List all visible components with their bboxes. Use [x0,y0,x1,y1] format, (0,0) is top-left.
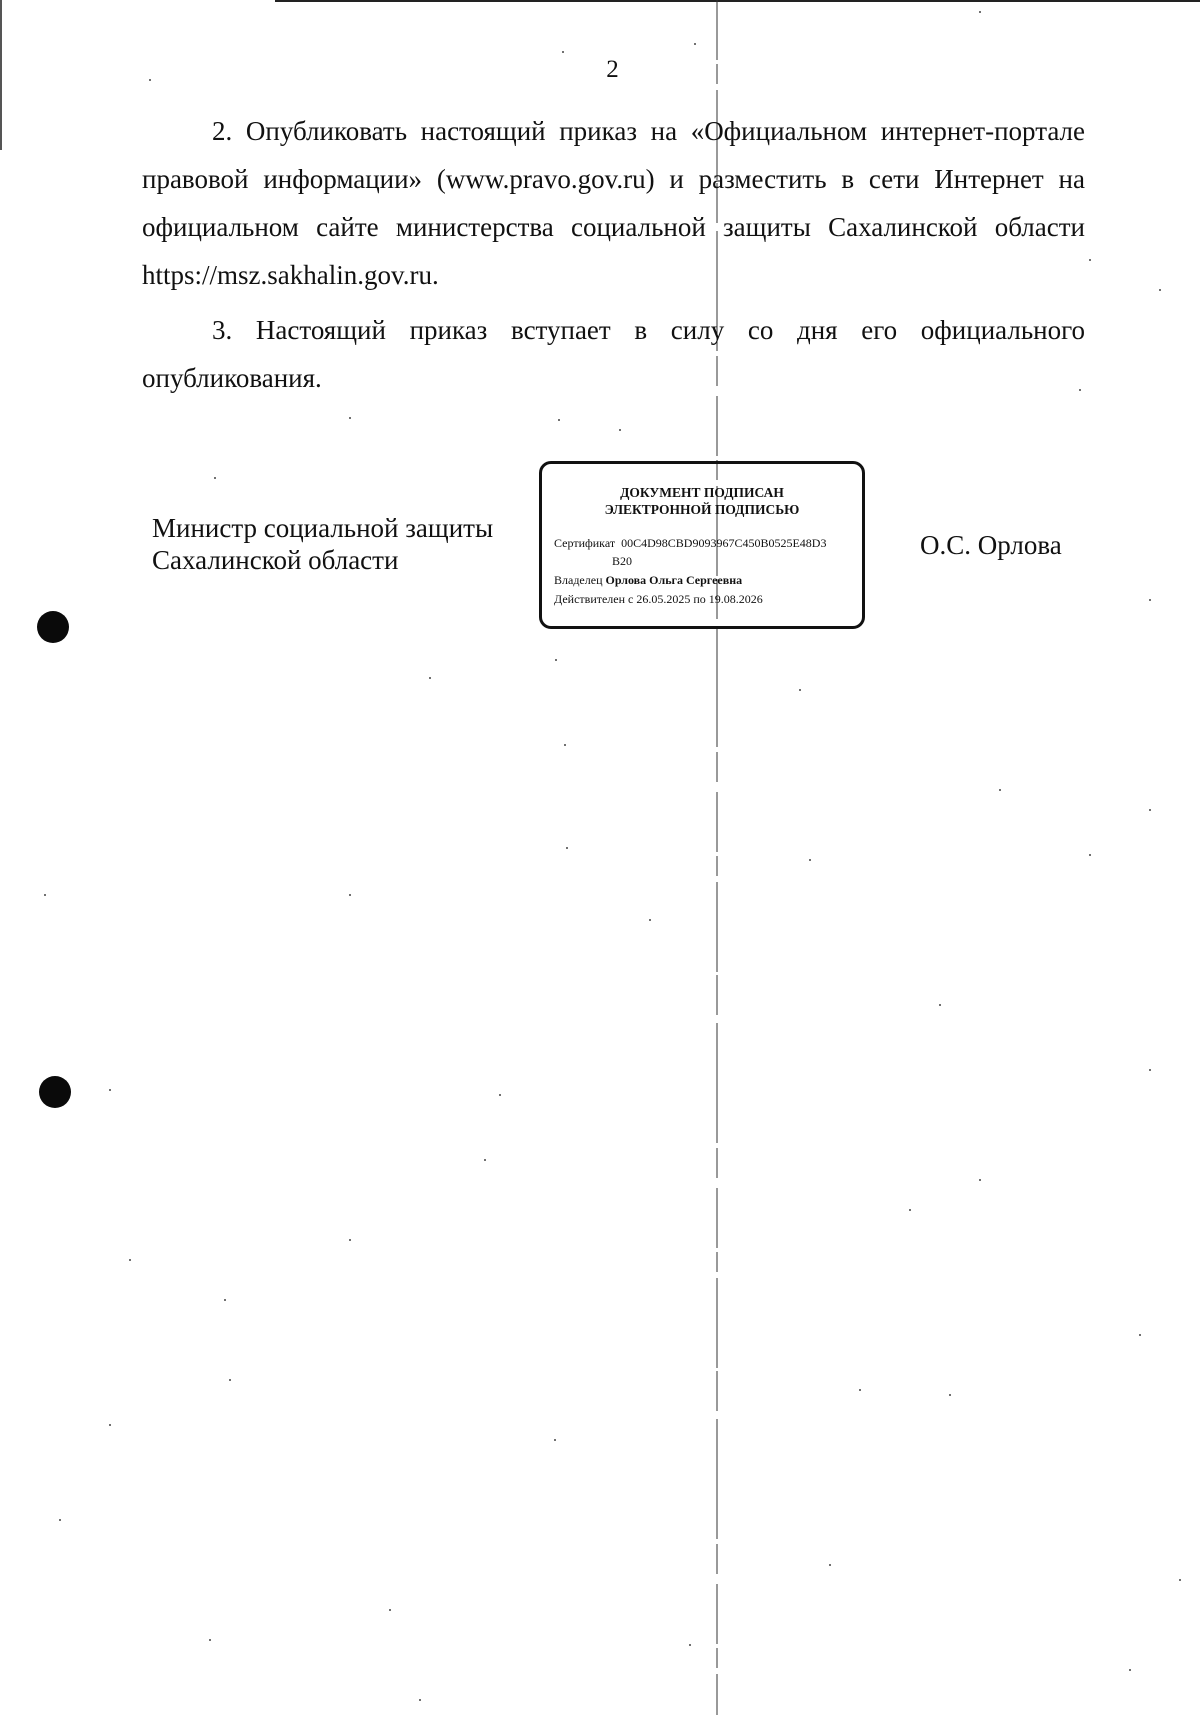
stamp-owner [554,573,742,588]
signer-name: О.С. Орлова [920,530,1062,560]
signer-position-line: Министр социальной защиты [152,513,494,543]
page-number: 2 [606,56,619,83]
stamp-heading-line: ДОКУМЕНТ ПОДПИСАН [620,485,784,500]
stamp-heading-line: ЭЛЕКТРОННОЙ ПОДПИСЬЮ [604,502,800,517]
paragraph-publication: 2. Опубликовать настоящий приказ на «Официальном интернет-портале правовой информации» (www.pravo.gov.ru) и разместить в сети Интернет на официальном сайте министерства социальной защиты Сахалинской области https://msz.sakhalin.gov.ru. [142,116,1085,290]
certificate-value: 00C4D98CBD9093967C450B0525E48D3 [621,536,827,550]
paragraph-effective-date: 3. Настоящий приказ вступает в силу со дня его официального опубликования. [142,315,1085,393]
stamp-heading [542,484,862,518]
punch-hole [39,1076,71,1108]
stamp-validity: Действителен с 26.05.2025 по 19.08.2026 [554,592,763,606]
certificate-value-continued: B20 [612,554,633,568]
owner-label: Владелец [554,573,603,587]
stamp-certificate [554,536,826,551]
signer-position [152,512,493,576]
signer-position-line: Сахалинской области [152,545,399,575]
punch-hole [37,611,69,643]
certificate-label: Сертификат [554,536,616,550]
electronic-signature-stamp [539,461,865,629]
owner-name: Орлова Ольга Сергеевна [605,573,743,587]
